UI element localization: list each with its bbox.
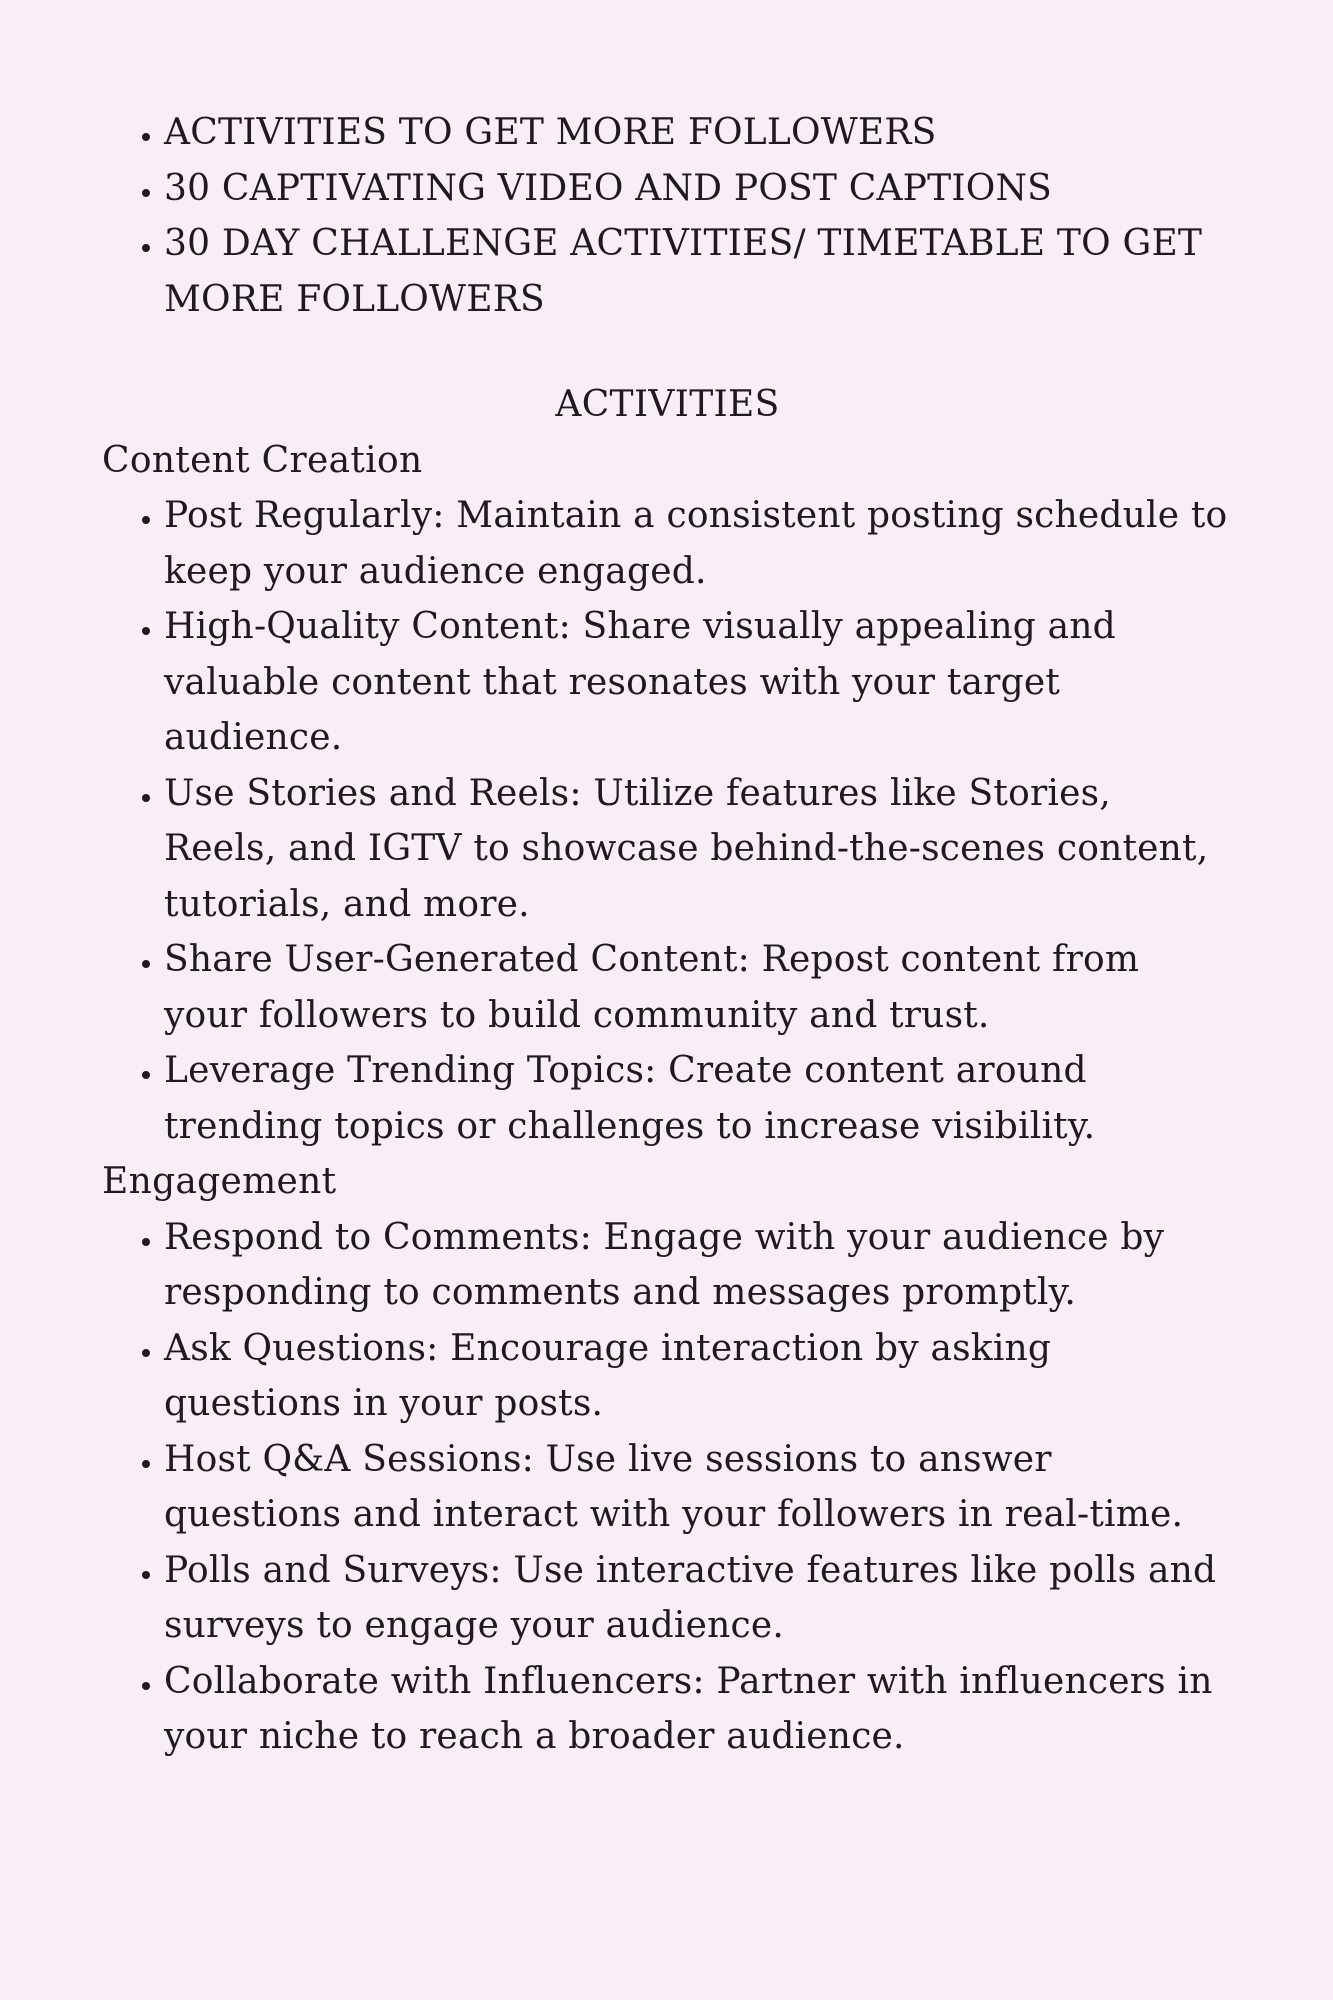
list-item: • Collaborate with Influencers: Partner with influencers in your niche to reach a broader audience. <box>164 1654 1233 1765</box>
list-item: • Leverage Trending Topics: Create content around trending topics or challenges to increase visibility. <box>164 1043 1233 1154</box>
content-creation-list <box>102 488 1233 1154</box>
engagement-list <box>102 1210 1233 1765</box>
section-heading-content-creation: Content Creation <box>102 439 423 481</box>
list-item: • Share User-Generated Content: Repost content from your followers to build community and trust. <box>164 932 1233 1043</box>
list-item: • Use Stories and Reels: Utilize features like Stories, Reels, and IGTV to showcase behind-the-scenes content, tutorials, and more. <box>164 766 1233 933</box>
intro-item: • 30 DAY CHALLENGE ACTIVITIES/ TIMETABLE TO GET MORE FOLLOWERS <box>164 216 1233 327</box>
intro-item: • ACTIVITIES TO GET MORE FOLLOWERS <box>164 105 1233 161</box>
list-item: • Respond to Comments: Engage with your audience by responding to comments and messages promptly. <box>164 1210 1233 1321</box>
list-item: • Post Regularly: Maintain a consistent posting schedule to keep your audience engaged. <box>164 488 1233 599</box>
list-item: • Polls and Surveys: Use interactive features like polls and surveys to engage your audience. <box>164 1543 1233 1654</box>
intro-bullet-list <box>102 105 1233 327</box>
list-item: • Ask Questions: Encourage interaction by asking questions in your posts. <box>164 1321 1233 1432</box>
list-item: • Host Q&A Sessions: Use live sessions to answer questions and interact with your followers in real-time. <box>164 1432 1233 1543</box>
intro-item: • 30 CAPTIVATING VIDEO AND POST CAPTIONS <box>164 161 1233 217</box>
section-heading-engagement: Engagement <box>102 1161 337 1202</box>
page-title: ACTIVITIES <box>555 384 780 425</box>
list-item: • High-Quality Content: Share visually appealing and valuable content that resonates with your target audience. <box>164 599 1233 766</box>
